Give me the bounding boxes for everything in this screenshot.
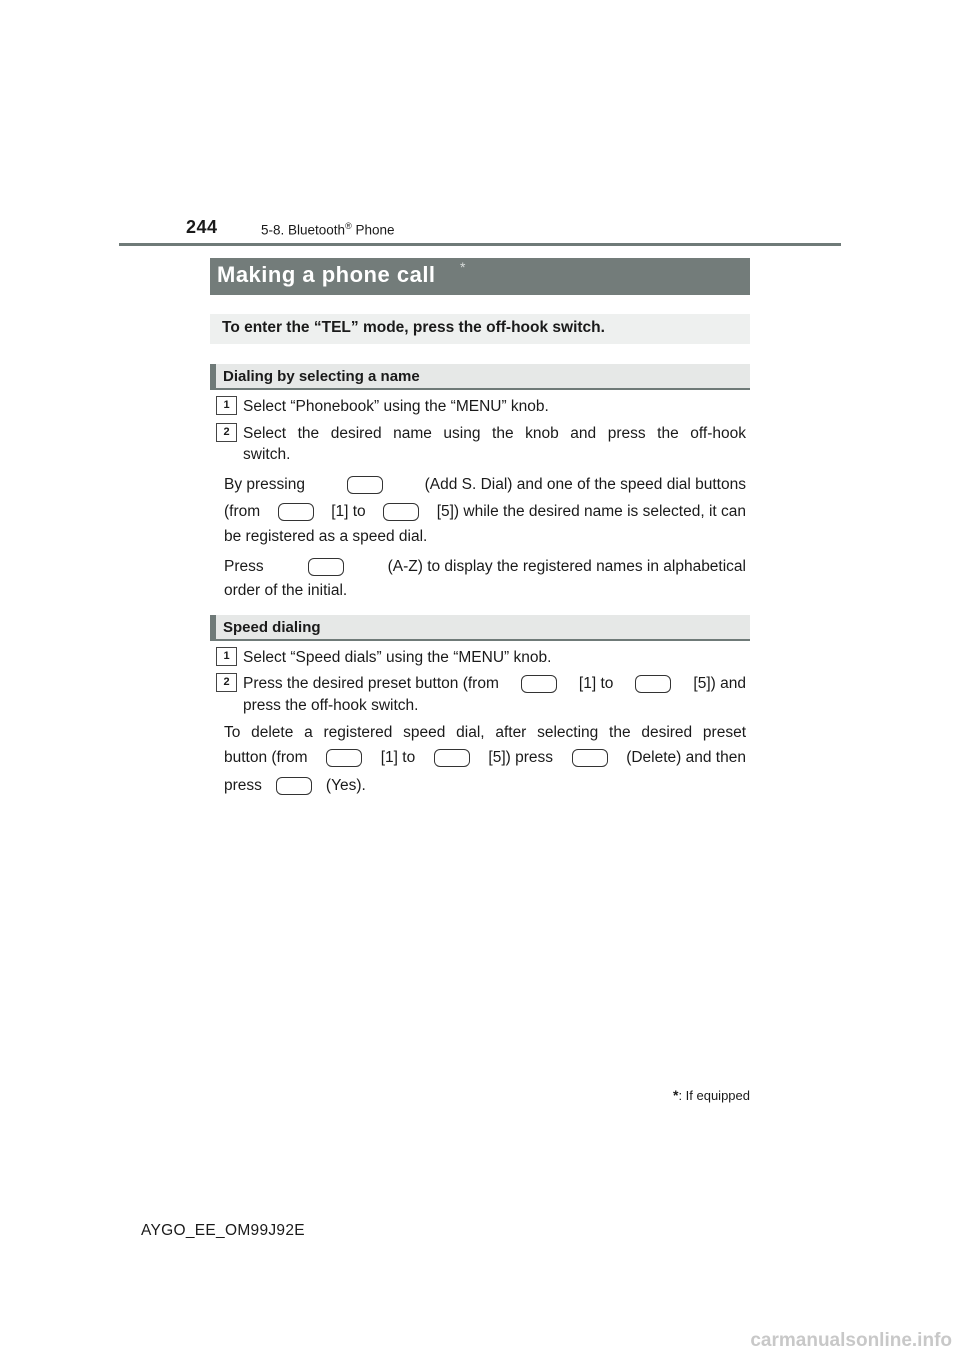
subheading-dialing-by-name bbox=[210, 364, 750, 390]
yes-button-icon bbox=[276, 777, 312, 795]
step-number-box: 1 bbox=[216, 396, 237, 415]
note-line bbox=[224, 747, 746, 769]
subheading-bar bbox=[210, 364, 216, 390]
note-text: order of the initial. bbox=[224, 582, 348, 599]
step-text-cont: switch. bbox=[243, 446, 291, 463]
note-text: (Add S. Dial) and one of the speed dial buttons bbox=[424, 476, 746, 493]
note-text: (Yes). bbox=[325, 777, 366, 794]
note-line bbox=[224, 501, 746, 523]
header-rule bbox=[119, 243, 841, 246]
preset-button-icon bbox=[383, 503, 419, 521]
footnote bbox=[673, 1087, 750, 1103]
page-title: Making a phone call bbox=[217, 262, 436, 287]
step-number-box: 1 bbox=[216, 647, 237, 666]
note-text: [5]) while the desired name is selected, it can bbox=[436, 503, 746, 520]
section-prefix: 5-8. Bluetooth bbox=[261, 222, 346, 238]
add-speed-dial-button-icon bbox=[347, 476, 383, 494]
footnote-text: : If equipped bbox=[678, 1088, 750, 1103]
preset-button-icon bbox=[434, 749, 470, 767]
step-number-box: 2 bbox=[216, 673, 237, 692]
section-suffix: Phone bbox=[351, 222, 395, 238]
note-line bbox=[224, 474, 746, 496]
note-text: Press bbox=[224, 558, 264, 575]
note-text: (A-Z) to display the registered names in alphabetical bbox=[387, 558, 746, 575]
note-line bbox=[224, 775, 366, 797]
intro-text: To enter the “TEL” mode, press the off-hook switch. bbox=[222, 319, 605, 336]
note-text: (from bbox=[224, 503, 261, 520]
watermark: carmanualsonline.info bbox=[750, 1330, 952, 1351]
a-z-button-icon bbox=[308, 558, 344, 576]
step-line bbox=[243, 673, 746, 695]
footnote-mark: * bbox=[672, 1087, 679, 1103]
note-text: be registered as a speed dial. bbox=[224, 528, 428, 545]
step-number-box: 2 bbox=[216, 423, 237, 442]
step-text: Press the desired preset button (from bbox=[243, 675, 499, 692]
footer-code: AYGO_EE_OM99J92E bbox=[141, 1222, 305, 1239]
subheading-bar bbox=[210, 615, 216, 641]
preset-button-icon bbox=[326, 749, 362, 767]
step-text: Select “Phonebook” using the “MENU” knob. bbox=[243, 398, 549, 415]
note-text: [5]) press bbox=[488, 749, 554, 766]
step-text: Select the desired name using the knob and press the off-hook bbox=[243, 425, 746, 442]
registered-mark: ® bbox=[345, 221, 352, 231]
step-text-cont: press the off-hook switch. bbox=[243, 697, 419, 714]
preset-button-icon bbox=[278, 503, 314, 521]
preset-button-icon bbox=[635, 675, 671, 693]
step-text: [1] to bbox=[578, 675, 614, 692]
subheading-text: Dialing by selecting a name bbox=[223, 368, 420, 385]
preset-button-icon bbox=[521, 675, 557, 693]
note-text: [1] to bbox=[380, 749, 416, 766]
note-text: To delete a registered speed dial, after selecting the desired preset bbox=[224, 724, 746, 741]
if-equipped-mark: * bbox=[460, 259, 466, 275]
step-text: Select “Speed dials” using the “MENU” knob. bbox=[243, 649, 552, 666]
note-text: [1] to bbox=[331, 503, 366, 520]
subheading-text: Speed dialing bbox=[223, 619, 321, 636]
note-text: (Delete) and then bbox=[626, 749, 746, 766]
step-text: [5]) and bbox=[693, 675, 746, 692]
subheading-speed-dialing bbox=[210, 615, 750, 641]
page-number: 244 bbox=[186, 217, 218, 237]
note-text: press bbox=[224, 777, 262, 794]
note-text: By pressing bbox=[224, 476, 305, 493]
note-line bbox=[224, 556, 746, 578]
section-label bbox=[261, 221, 395, 238]
delete-button-icon bbox=[572, 749, 608, 767]
title-band bbox=[210, 258, 750, 295]
note-text: button (from bbox=[224, 749, 308, 766]
intro-box bbox=[210, 314, 750, 344]
